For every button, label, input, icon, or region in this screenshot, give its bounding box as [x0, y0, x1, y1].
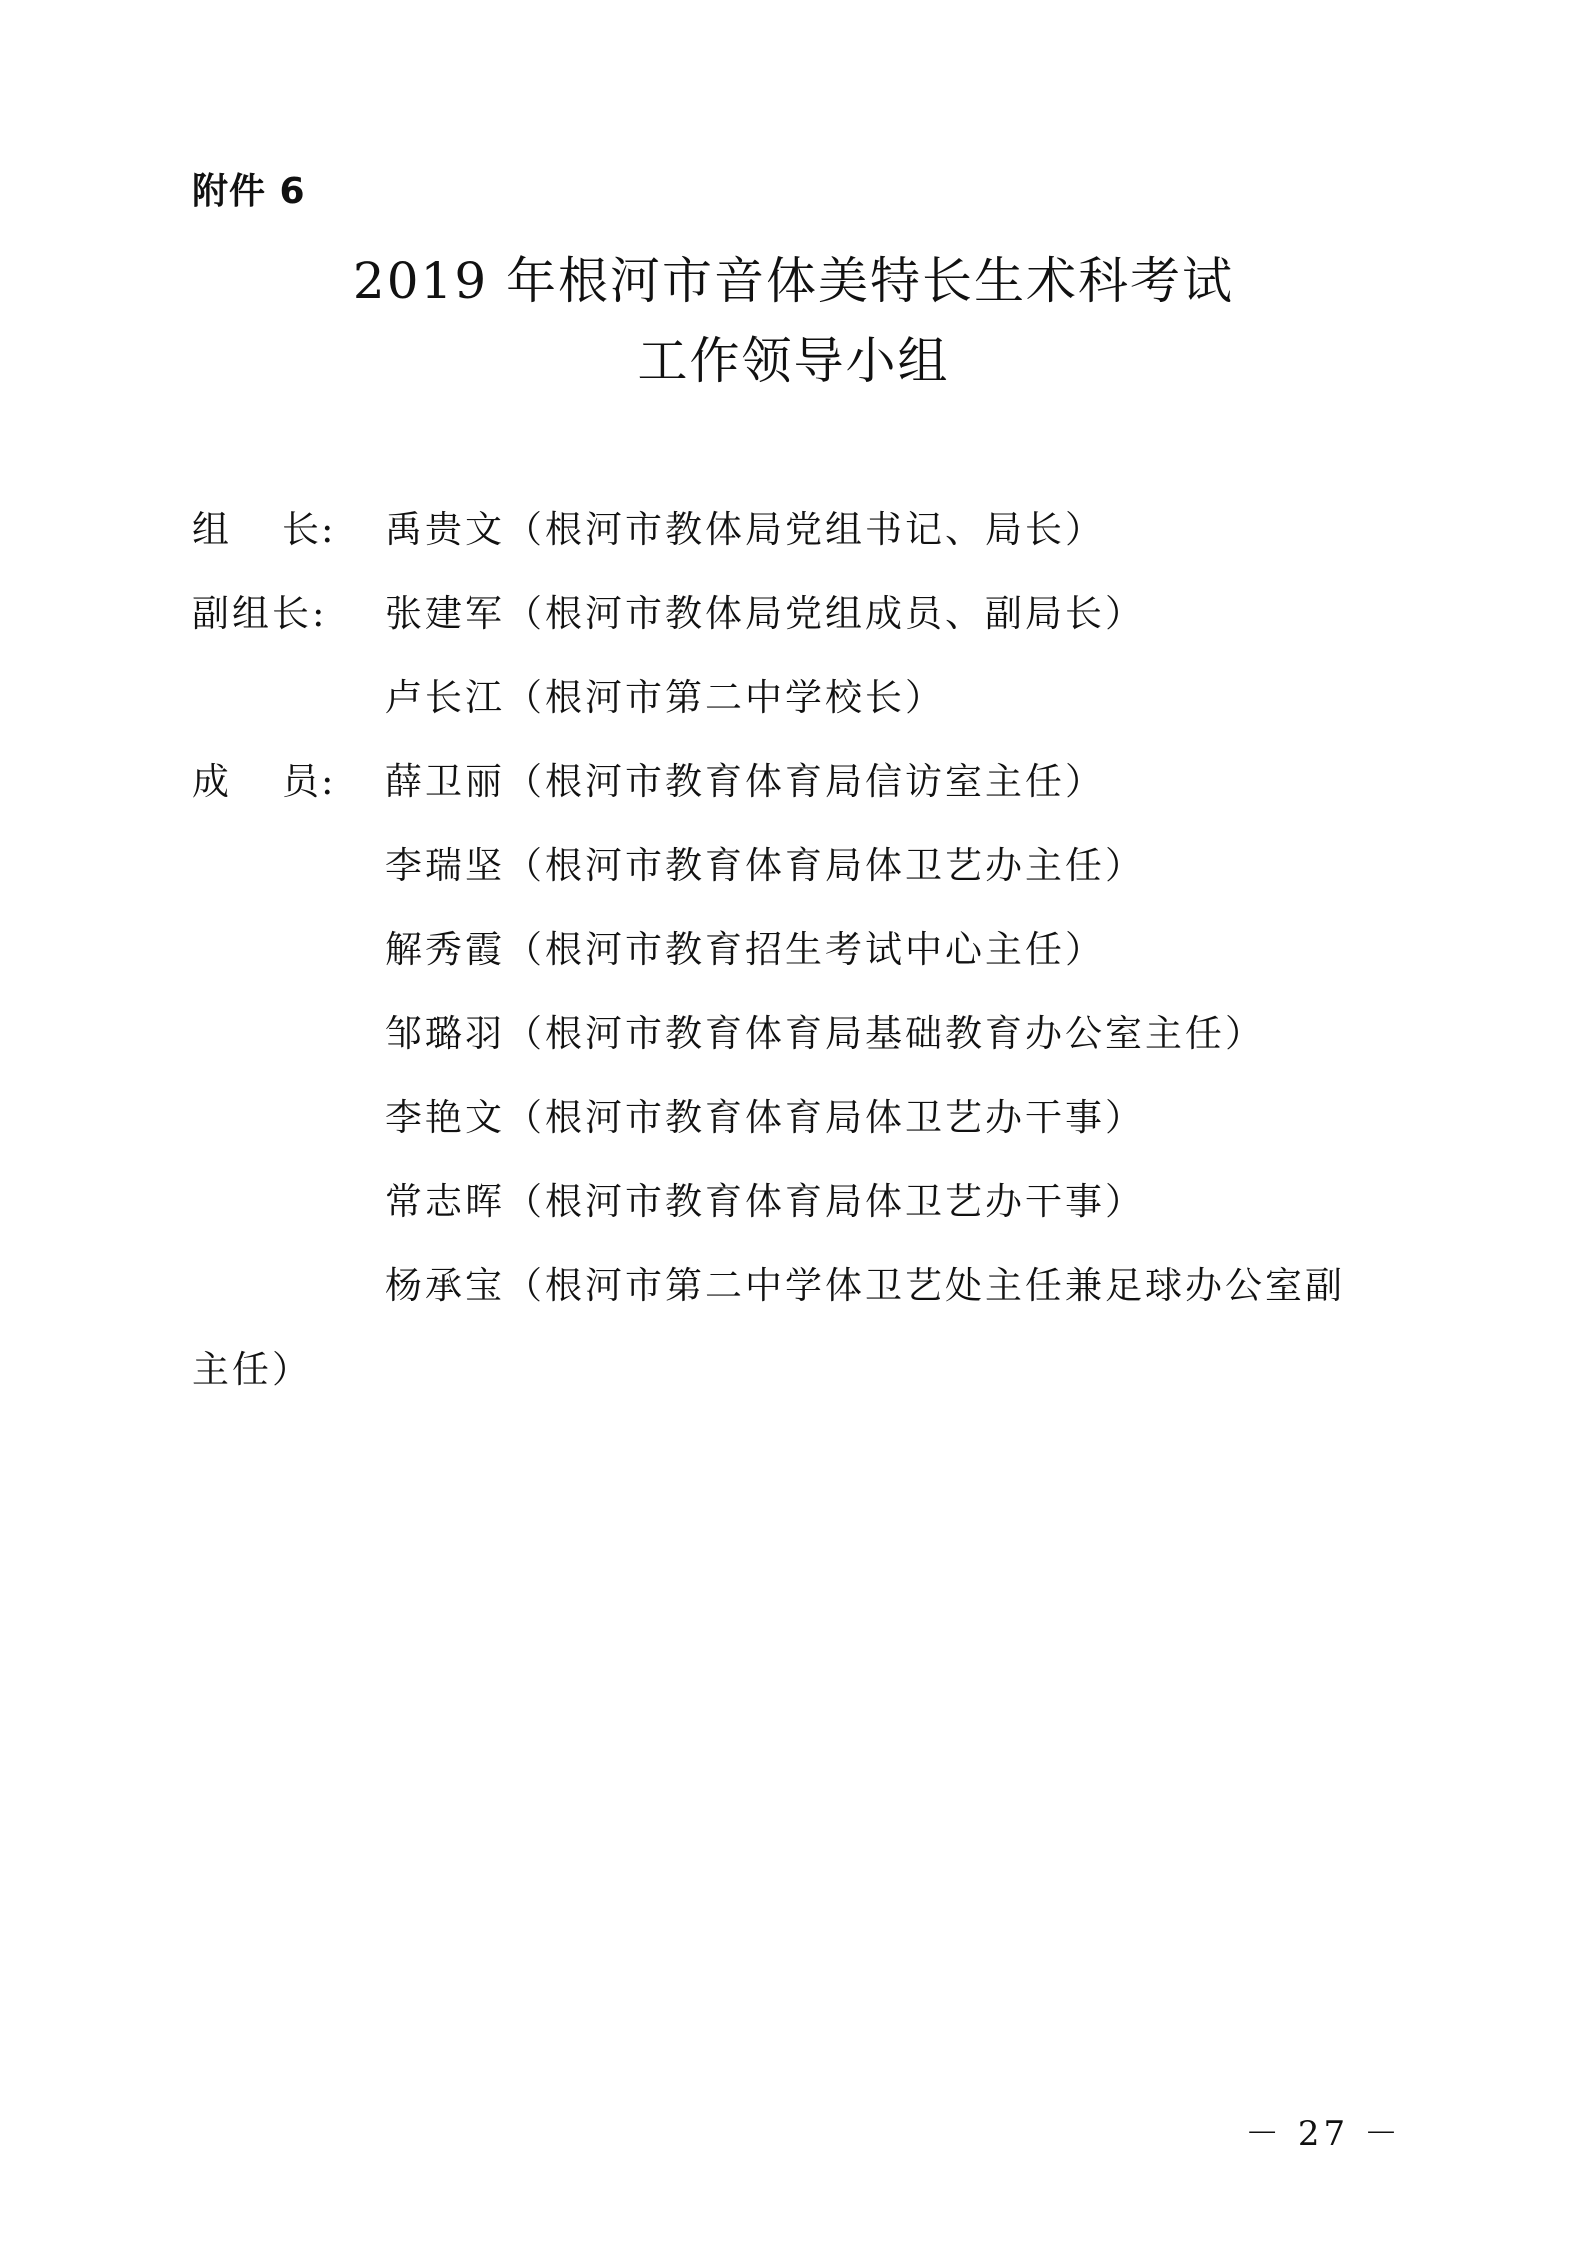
document-title-line-2: 工作领导小组: [637, 332, 950, 390]
member-row-member: [192, 1088, 1402, 1172]
role-label-char: 成: [192, 760, 231, 803]
member-entry: 卢长江（根河市第二中学校长）: [385, 676, 945, 719]
member-list: [192, 500, 1402, 1424]
page-number: － 27 －: [1245, 2114, 1402, 2154]
member-row-leader: [192, 500, 1402, 584]
member-row-member: [192, 836, 1402, 920]
member-row-member: [192, 1004, 1402, 1088]
member-entry: 禹贵文（根河市教体局党组书记、局长）: [385, 508, 1105, 551]
member-entry: 常志晖（根河市教育体育局体卫艺办干事）: [385, 1180, 1145, 1223]
role-label-deputy-leader: 副组长:: [192, 592, 328, 635]
member-row-member: [192, 752, 1402, 836]
attachment-label: 附件 6: [192, 171, 306, 212]
role-label-char: 长:: [282, 508, 336, 551]
document-title-line-1: 2019 年根河市音体美特长生术科考试: [352, 252, 1235, 310]
member-entry: 解秀霞（根河市教育招生考试中心主任）: [385, 928, 1105, 971]
member-entry: 张建军（根河市教体局党组成员、副局长）: [385, 592, 1145, 635]
member-entry: 邹璐羽（根河市教育体育局基础教育办公室主任）: [385, 1012, 1265, 1055]
member-entry: 李艳文（根河市教育体育局体卫艺办干事）: [385, 1096, 1145, 1139]
role-label-char: 组: [192, 508, 231, 551]
member-entry: 薛卫丽（根河市教育体育局信访室主任）: [385, 760, 1105, 803]
member-row-member: [192, 1256, 1402, 1424]
member-row-deputy-leader: [192, 668, 1402, 752]
member-entry: 李瑞坚（根河市教育体育局体卫艺办主任）: [385, 844, 1145, 887]
member-row-member: [192, 1172, 1402, 1256]
member-entry-continuation: 主任）: [192, 1348, 312, 1391]
member-row-deputy-leader: [192, 584, 1402, 668]
member-row-member: [192, 920, 1402, 1004]
role-label-char: 员:: [282, 760, 336, 803]
member-entry: 杨承宝（根河市第二中学体卫艺处主任兼足球办公室副: [385, 1264, 1345, 1307]
